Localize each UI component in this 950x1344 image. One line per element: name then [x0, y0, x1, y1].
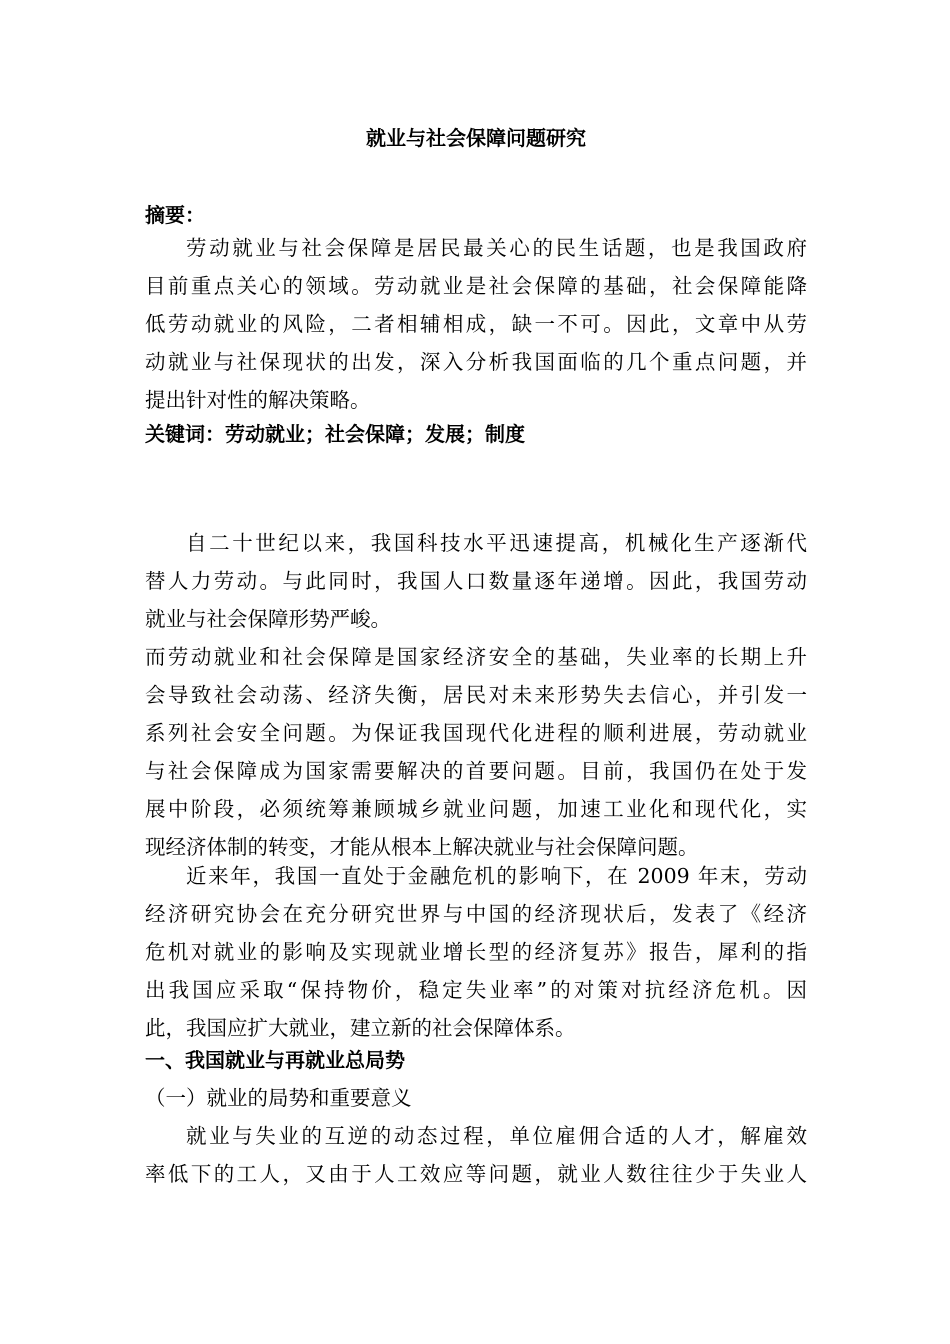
intro-line: 就业与社会保障形势严峻。 — [145, 607, 391, 631]
paragraph-line: 系列社会安全问题。为保证我国现代化进程的顺利进展，劳动就业 — [145, 721, 807, 745]
body-paragraph-3 — [145, 857, 807, 1047]
paragraph-line: 经济研究协会在充分研究世界与中国的经济现状后，发表了《经济 — [145, 902, 807, 926]
paragraph-line: 危机对就业的影响及实现就业增长型的经济复苏》报告，犀利的指 — [145, 940, 807, 964]
paragraph-line: 而劳动就业和社会保障是国家经济安全的基础，失业率的长期上升 — [145, 645, 807, 669]
paragraph-line: 此，我国应扩大就业，建立新的社会保障体系。 — [145, 1016, 576, 1040]
keywords-line: 关键词：劳动就业；社会保障；发展；制度 — [145, 422, 525, 446]
intro-line: 自二十世纪以来，我国科技水平迅速提高，机械化生产逐渐代 — [186, 531, 807, 555]
abstract-paragraph — [145, 229, 807, 419]
paragraph-line: 会导致社会动荡、经济失衡，居民对未来形势失去信心，并引发一 — [145, 683, 807, 707]
abstract-line: 提出针对性的解决策略。 — [145, 388, 371, 412]
paragraph-line: 近来年，我国一直处于金融危机的影响下，在 2009 年末，劳动 — [186, 864, 807, 888]
abstract-line: 动就业与社保现状的出发，深入分析我国面临的几个重点问题，并 — [145, 350, 807, 374]
document-title: 就业与社会保障问题研究 — [366, 126, 586, 150]
body-paragraph-4 — [145, 1117, 807, 1193]
intro-paragraph — [145, 524, 807, 638]
intro-line: 替人力劳动。与此同时，我国人口数量逐年递增。因此，我国劳动 — [145, 569, 807, 593]
section-heading: 一、我国就业与再就业总局势 — [145, 1048, 405, 1072]
body-paragraph-2 — [145, 638, 807, 866]
paragraph-line: 率低下的工人，又由于人工效应等问题，就业人数往往少于失业人 — [145, 1162, 807, 1186]
paragraph-line: 就业与失业的互逆的动态过程，单位雇佣合适的人才，解雇效 — [186, 1124, 807, 1148]
paragraph-line: 出我国应采取“保持物价，稳定失业率”的对策对抗经济危机。因 — [145, 978, 807, 1002]
abstract-line: 目前重点关心的领域。劳动就业是社会保障的基础，社会保障能降 — [145, 274, 807, 298]
abstract-line: 劳动就业与社会保障是居民最关心的民生话题，也是我国政府 — [186, 236, 807, 260]
abstract-line: 低劳动就业的风险，二者相辅相成，缺一不可。因此，文章中从劳 — [145, 312, 807, 336]
abstract-label: 摘要： — [145, 203, 205, 227]
subsection-heading: （一）就业的局势和重要意义 — [145, 1086, 412, 1110]
paragraph-line: 与社会保障成为国家需要解决的首要问题。目前，我国仍在处于发 — [145, 759, 807, 783]
paragraph-line: 展中阶段，必须统筹兼顾城乡就业问题，加速工业化和现代化，实 — [145, 797, 807, 821]
paragraph-line: 现经济体制的转变，才能从根本上解决就业与社会保障问题。 — [145, 835, 699, 859]
